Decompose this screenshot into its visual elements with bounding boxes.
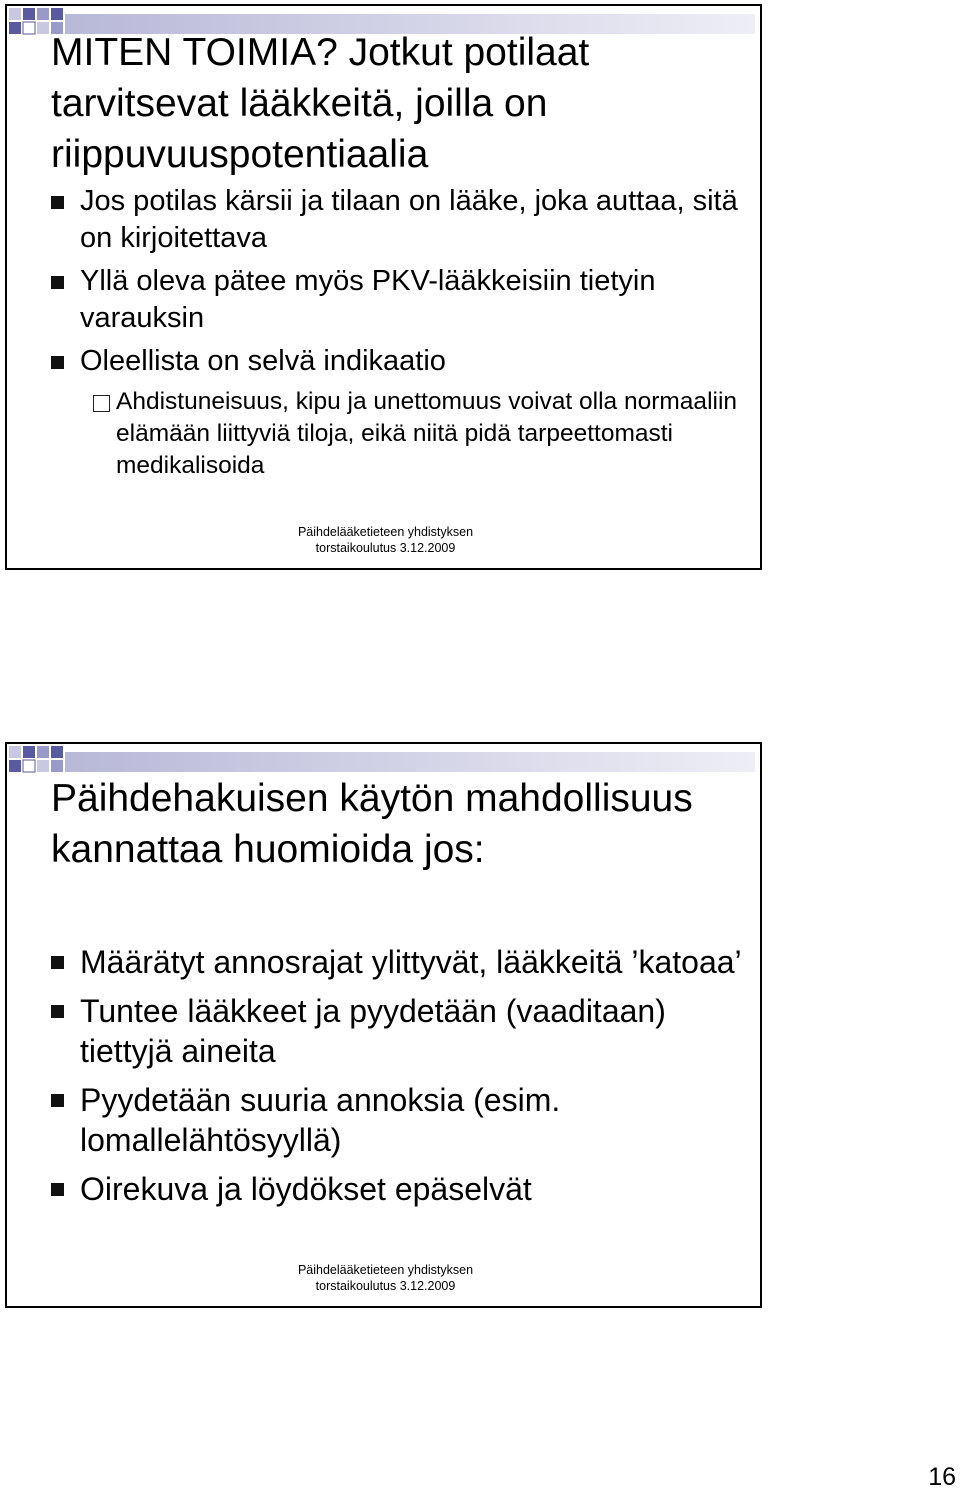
bullet-text: Tuntee lääkkeet ja pyydetään (vaaditaan) tiettyjä aineita: [80, 993, 666, 1069]
bullet-text: Määrätyt annosrajat ylittyvät, lääkkeitä ’katoaa’: [80, 944, 742, 980]
square-bullet-icon: [51, 1094, 64, 1107]
footer-line-2: torstaikoulutus 3.12.2009: [315, 1279, 456, 1293]
bullet-text: Pyydetään suuria annoksia (esim. lomallelähtösyyllä): [80, 1082, 561, 1158]
footer-line-2: torstaikoulutus 3.12.2009: [315, 541, 456, 555]
square-bullet-icon: [51, 196, 64, 209]
slide-2-title: Päihdehakuisen käytön mahdollisuus kannattaa huomioida jos:: [51, 777, 693, 871]
list-item: [51, 942, 751, 982]
slide-1-footer: [7, 524, 762, 556]
list-item: [51, 183, 751, 257]
footer-line-1: Päihdelääketieteen yhdistyksen: [297, 1263, 474, 1277]
bullet-text: Jos potilas kärsii ja tilaan on lääke, joka auttaa, sitä on kirjoitettava: [80, 185, 738, 254]
bullet-text: Oleellista on selvä indikaatio: [80, 345, 446, 377]
bullet-text: Yllä oleva pätee myös PKV-lääkkeisiin tietyin varauksin: [80, 265, 656, 334]
hollow-square-bullet-icon: [93, 395, 110, 412]
footer-line-1: Päihdelääketieteen yhdistyksen: [297, 525, 474, 539]
page-number: 16: [928, 1463, 956, 1491]
slide-1-title: MITEN TOIMIA? Jotkut potilaat tarvitsevat lääkkeitä, joilla on riippuvuuspotentiaalia: [51, 31, 590, 176]
list-item: [51, 1080, 751, 1160]
list-item: [51, 991, 751, 1071]
list-item: [51, 263, 751, 337]
slide-2-bullet-list: [51, 942, 751, 1218]
square-bullet-icon: [51, 276, 64, 289]
bullet-text: Oirekuva ja löydökset epäselvät: [80, 1171, 532, 1207]
square-bullet-icon: [51, 1183, 64, 1196]
slide-1: [5, 4, 762, 570]
slide-2: [5, 742, 762, 1308]
sub-bullet-text: Ahdistuneisuus, kipu ja unettomuus voivat olla normaaliin elämään liittyviä tiloja, eikä niitä pidä tarpeettomasti medikalisoida: [116, 388, 738, 479]
square-bullet-icon: [51, 356, 64, 369]
square-bullet-icon: [51, 1005, 64, 1018]
slide-1-bullet-list: [51, 183, 751, 482]
list-item: [51, 1169, 751, 1209]
sub-list-item: [51, 386, 751, 482]
list-item: [51, 343, 751, 380]
slide-2-footer: [7, 1262, 762, 1294]
square-bullet-icon: [51, 956, 64, 969]
